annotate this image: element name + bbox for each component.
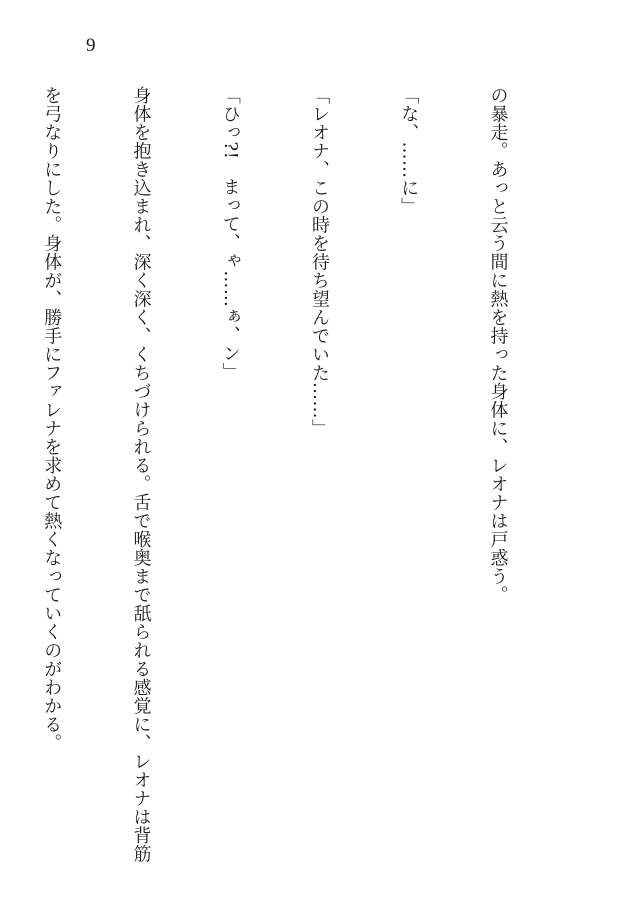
text-line: 身体を抱き込まれ、深く深く、くちづけられる。舌で喉奥まで舐られる感覚に、レオナは背筋 [130,86,152,863]
text-line: を弓なりにした。身体が、勝手にファレナを求めて熱くなっていくのがわかる。 [41,86,63,752]
text-line: 「な、……に」 [398,86,420,216]
text-line: の暴走。あっと云う間に熱を持った身体に、レオナは戸惑う。 [487,86,509,604]
page-number: 9 [86,35,96,56]
text-line: 「レオナ、この時を待ち望んでいた……」 [309,86,330,438]
text-line: 「ひっ?! まって、ゃ……ぁ、ン」 [219,86,241,382]
vertical-text-body [41,86,572,876]
